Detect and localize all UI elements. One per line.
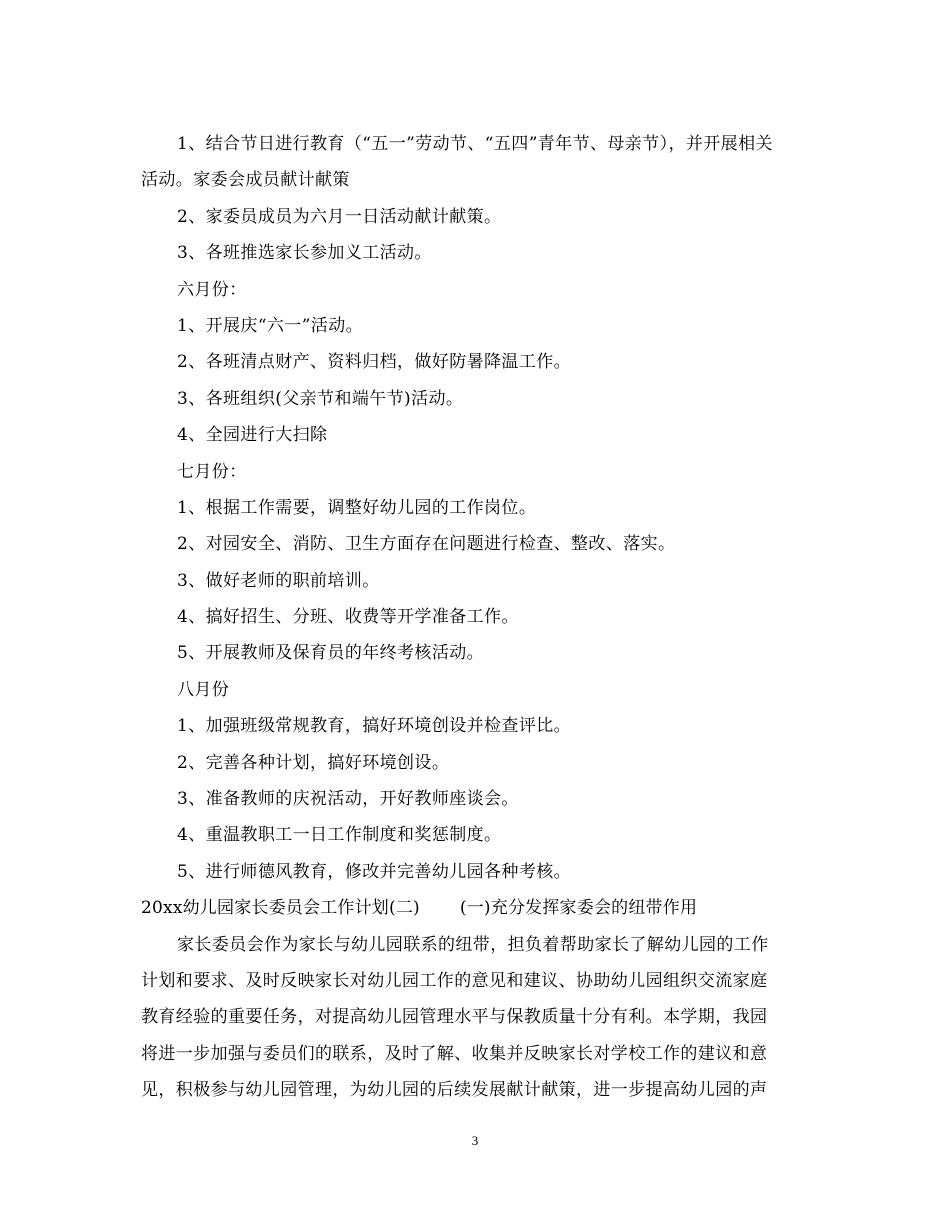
section-heading-august: 八月份 bbox=[177, 679, 230, 700]
paragraph-line: 见，积极参与幼儿园管理，为幼儿园的后续发展献计献策，进一步提高幼儿园的声 bbox=[141, 1080, 768, 1101]
text-line: 3、准备教师的庆祝活动，开好教师座谈会。 bbox=[177, 789, 519, 810]
text-line: 活动。家委会成员献计献策 bbox=[141, 170, 350, 191]
text-line: 2、对园安全、消防、卫生方面存在问题进行检查、整改、落实。 bbox=[177, 534, 676, 555]
text-line: 1、开展庆“六一”活动。 bbox=[177, 315, 363, 336]
paragraph-line: 将进一步加强与委员们的联系，及时了解、收集并反映家长对学校工作的建议和意 bbox=[141, 1043, 768, 1064]
body-paragraph bbox=[141, 927, 811, 1109]
paragraph-line: 教育经验的重要任务，对提高幼儿园管理水平与保教质量十分有利。本学期，我园 bbox=[141, 1007, 768, 1028]
text-line: 3、各班推选家长参加义工活动。 bbox=[177, 243, 432, 264]
section-heading-july: 七月份： bbox=[177, 461, 247, 482]
text-line: 5、进行师德风教育，修改并完善幼儿园各种考核。 bbox=[177, 861, 572, 882]
text-line: 3、各班组织(父亲节和端午节)活动。 bbox=[177, 388, 464, 409]
text-line: 4、全园进行大扫除 bbox=[177, 425, 328, 446]
paragraph-line: 计划和要求、及时反映家长对幼儿园工作的意见和建议、协助幼儿园组织交流家庭 bbox=[141, 970, 768, 991]
text-line: 4、搞好招生、分班、收费等开学准备工作。 bbox=[177, 607, 519, 628]
text-line: 1、加强班级常规教育，搞好环境创设并检查评比。 bbox=[177, 716, 572, 737]
text-line: 4、重温教职工一日工作制度和奖惩制度。 bbox=[177, 825, 502, 846]
text-line: 2、各班清点财产、资料归档，做好防暑降温工作。 bbox=[177, 352, 572, 373]
page-number: 3 bbox=[471, 1133, 479, 1148]
section-heading-june: 六月份： bbox=[177, 279, 247, 300]
text-line: 2、家委员成员为六月一日活动献计献策。 bbox=[177, 206, 502, 227]
text-line: 1、结合节日进行教育（“五一”劳动节、“五四”青年节、母亲节），并开展相关 bbox=[177, 134, 773, 154]
text-line: 1、根据工作需要，调整好幼儿园的工作岗位。 bbox=[177, 497, 537, 518]
text-line: 2、完善各种计划，搞好环境创设。 bbox=[177, 752, 450, 773]
document-body bbox=[141, 126, 811, 1109]
paragraph-line: 家长委员会作为家长与幼儿园联系的纽带，担负着帮助家长了解幼儿园的工作 bbox=[177, 934, 769, 955]
text-line: 3、做好老师的职前培训。 bbox=[177, 570, 380, 591]
plan-title: 20xx幼儿园家长委员会工作计划(二) bbox=[141, 898, 420, 919]
plan-heading bbox=[141, 890, 811, 926]
plan-subtitle: (一)充分发挥家委会的纽带作用 bbox=[459, 898, 698, 919]
text-line: 5、开展教师及保育员的年终考核活动。 bbox=[177, 643, 485, 664]
